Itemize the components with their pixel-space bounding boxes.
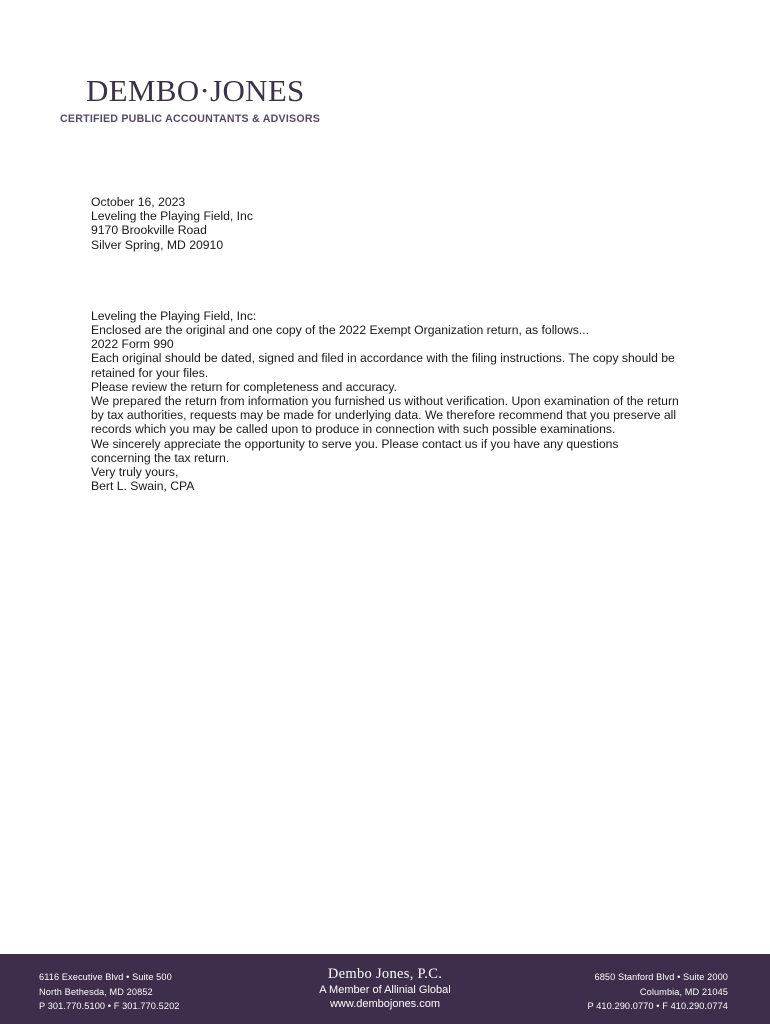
recipient-street: 9170 Brookville Road (91, 223, 207, 238)
paragraph-appreciation: We sincerely appreciate the opportunity to serve you. Please contact us if you have any questions concerning the tax return. (91, 436, 619, 465)
letter-date: October 16, 2023 (91, 195, 186, 209)
paragraph-verification: We prepared the return from information you furnished us without verification. Upon examination of the return by tax authorities, requests may be made for underlying data. We therefore recommend that you preserve all records which you may be called upon to produce in connection with such possible examinations. (91, 394, 679, 437)
recipient-address (91, 209, 681, 252)
footer-right-address: 6850 Stanford Blvd • Suite 2000 (594, 972, 728, 982)
letterhead (60, 74, 360, 125)
footer-left-city: North Bethesda, MD 20852 (39, 986, 153, 997)
footer-columbia-office (587, 970, 728, 1014)
closing: Very truly yours, (91, 465, 179, 480)
footer-right-city: Columbia, MD 21045 (639, 986, 728, 997)
recipient-city: Silver Spring, MD 20910 (91, 237, 224, 252)
firm-logo-name: DEMBO·JONES (86, 73, 305, 108)
signature-name: Bert L. Swain, CPA (91, 479, 195, 494)
paragraph-filing: Each original should be dated, signed and filed in accordance with the filing instructions. The copy should be retained for your files. (91, 351, 675, 380)
salutation: Leveling the Playing Field, Inc: (91, 308, 257, 323)
footer-firm-name: Dembo Jones, P.C. (327, 966, 443, 982)
paragraph-form: 2022 Form 990 (91, 337, 174, 352)
recipient-name: Leveling the Playing Field, Inc (91, 209, 253, 224)
footer-band (0, 954, 770, 1024)
footer-left-address: 6116 Executive Blvd • Suite 500 (39, 972, 172, 982)
footer-left-phone: P 301.770.5100 • F 301.770.5202 (39, 1001, 180, 1011)
footer-website: www.dembojones.com (329, 998, 441, 1010)
letter-body (91, 195, 681, 493)
footer-right-phone: P 410.290.0770 • F 410.290.0774 (587, 1001, 728, 1011)
firm-logo-tagline: CERTIFIED PUBLIC ACCOUNTANTS & ADVISORS (60, 113, 321, 125)
paragraph-enclosed: Enclosed are the original and one copy of the 2022 Exempt Organization return, as follows... (91, 323, 589, 338)
footer-member: A Member of Allinial Global (319, 984, 451, 996)
paragraph-review: Please review the return for completeness and accuracy. (91, 379, 397, 394)
